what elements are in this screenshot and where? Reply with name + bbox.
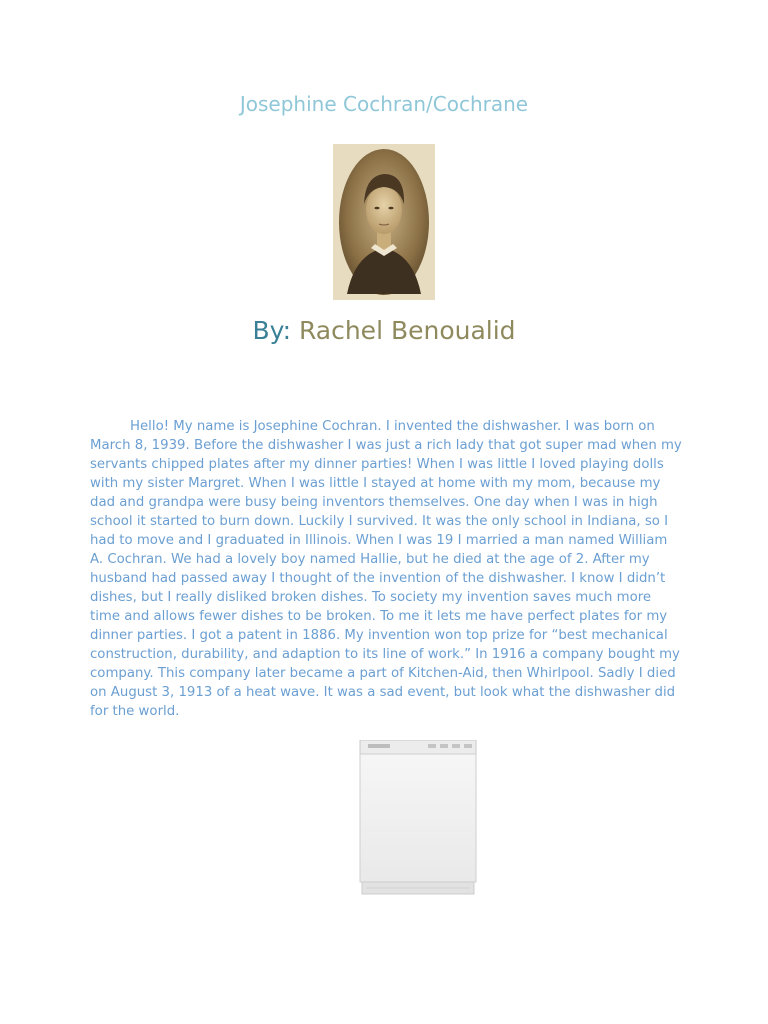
portrait-image [333,144,435,300]
byline [0,316,768,345]
page-title: Josephine Cochran/Cochrane [239,92,529,116]
body-paragraph: Hello! My name is Josephine Cochran. I invented the dishwasher. I was born on March 8, 1939. Before the dishwasher I was just a rich lady that got super mad when my servants chipped plates after my dinner parties! When I was little I loved playing dolls with my sister Margret. When I was little I stayed at home with my mom, because my dad and grandpa were busy being inventors themselves. One day when I was in high school it started to burn down. Luckily I survived. It was the only school in Indiana, so I had to move and I graduated in Illinois. When I was 19 I married a man named William A. Cochran. We had a lovely boy named Hallie, but he died at the age of 2. After my husband had passed away I thought of the invention of the dishwasher. I know I didn’t dishes, but I really disliked broken dishes. To society my invention saves much more time and allows fewer dishes to be broken. To me it lets me have perfect plates for my dinner parties. I got a patent in 1886. My invention won top prize for “best mechanical construction, durability, and adaption to its line of work.” In 1916 a company bought my company. This company later became a part of Kitchen-Aid, then Whirlpool. Sadly I died on August 3, 1913 of a heat wave. It was a sad event, but look what the dishwasher did for the world. [90,419,682,719]
portrait-photo [333,144,435,300]
author-name: Rachel Benoualid [298,316,516,345]
dishwasher-image [358,740,478,896]
dishwasher-photo [358,740,478,896]
byline-label: By: [252,316,291,345]
